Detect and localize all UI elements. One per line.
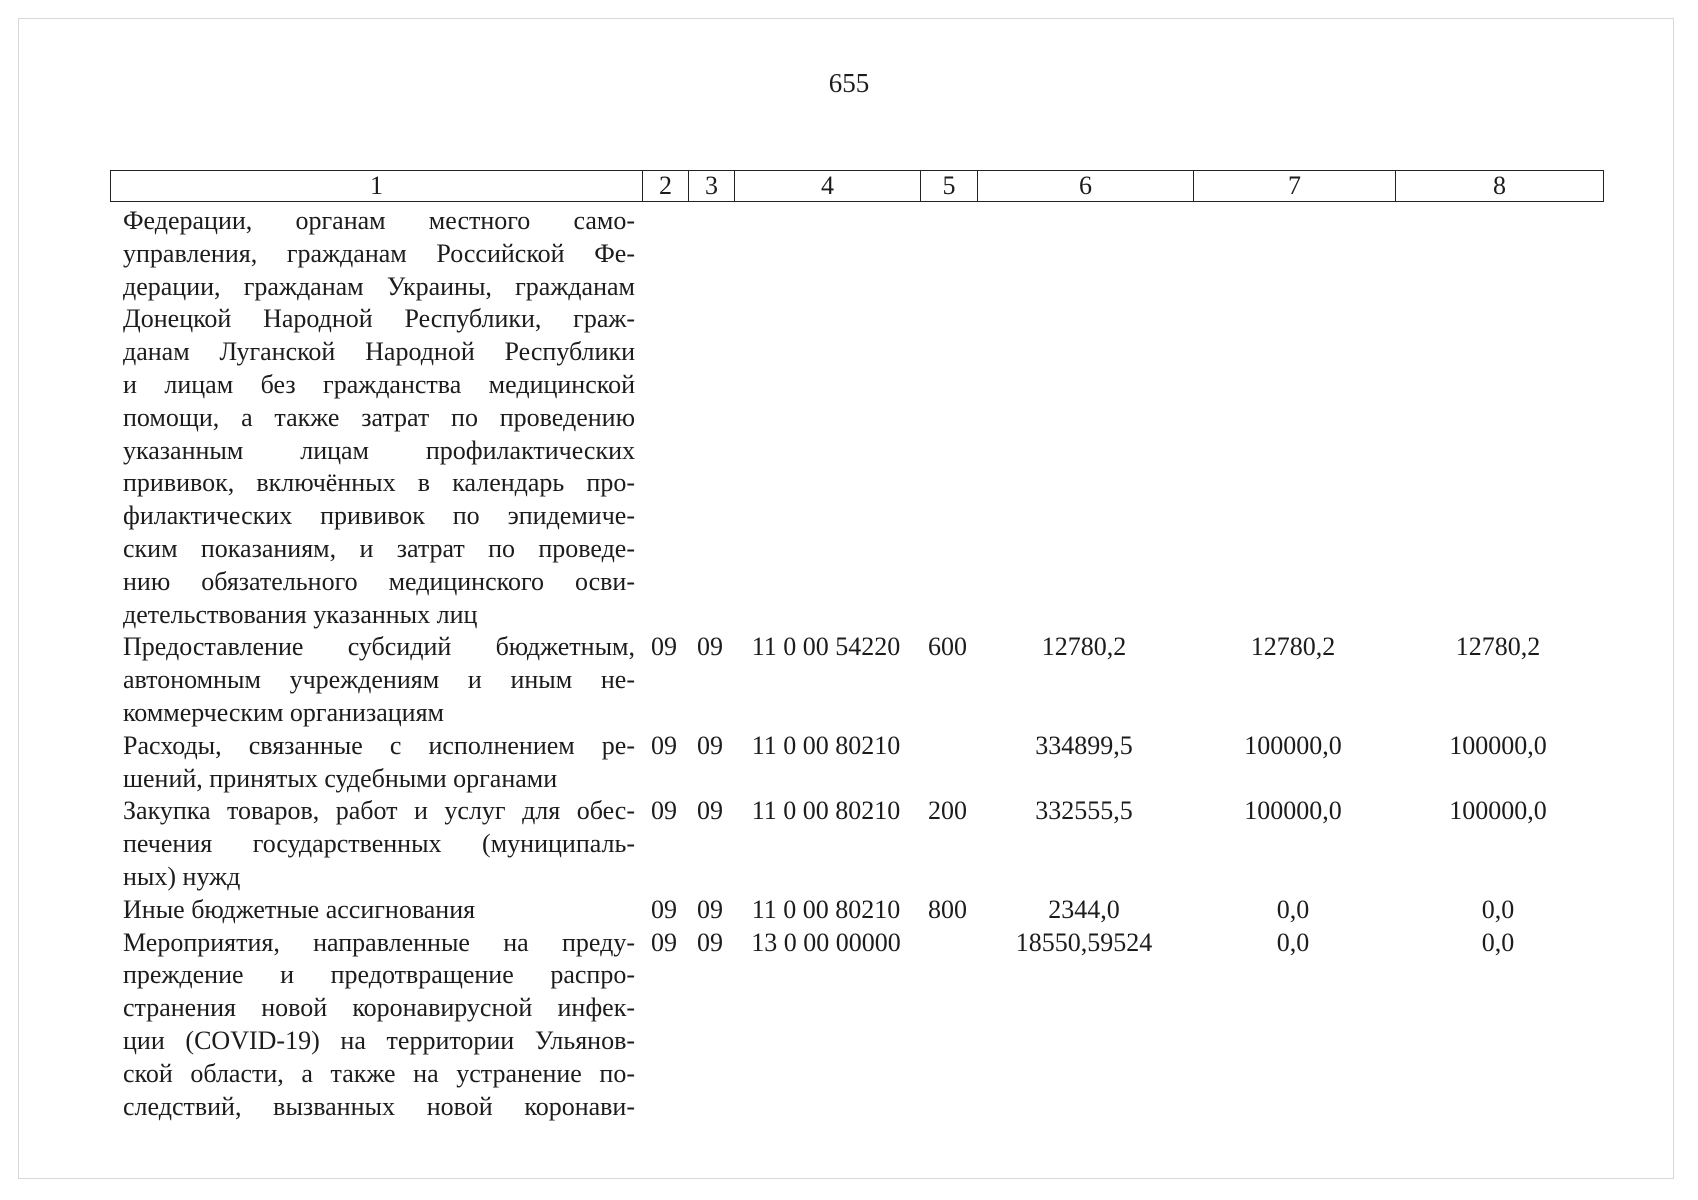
description-line: коммерческим организациям bbox=[123, 697, 445, 727]
page-number: 655 bbox=[828, 68, 870, 98]
section-code: 09 bbox=[651, 632, 677, 662]
amount-column-6 bbox=[976, 205, 1192, 631]
expense-type-code bbox=[919, 927, 976, 1124]
description-line: ных) нужд bbox=[123, 861, 241, 891]
expense-type-code: 200 bbox=[928, 796, 967, 826]
amount-column-7 bbox=[1192, 205, 1394, 631]
amount-column-6: 18550,59524 bbox=[1015, 927, 1153, 957]
amount-column-6: 2344,0 bbox=[1048, 894, 1120, 924]
row-description bbox=[110, 894, 641, 927]
description-line: данам Луганской Народной Республики bbox=[123, 337, 635, 367]
description-line: Мероприятия, направленные на преду- bbox=[123, 927, 635, 957]
column-header-8: 8 bbox=[1395, 171, 1603, 201]
amount-column-6: 334899,5 bbox=[1035, 730, 1133, 760]
amount-column-8: 12780,2 bbox=[1455, 632, 1541, 662]
description-line: помощи, а также затрат по проведению bbox=[123, 402, 635, 432]
scan-border-right bbox=[1673, 18, 1674, 1178]
section-code: 09 bbox=[651, 894, 677, 924]
table-row bbox=[110, 631, 1602, 729]
section-code: 09 bbox=[651, 796, 677, 826]
amount-column-7: 100000,0 bbox=[1244, 796, 1342, 826]
expense-type-code bbox=[919, 730, 976, 796]
description-line: Предоставление субсидий бюджетным, bbox=[123, 632, 635, 662]
description-line: печения государственных (муниципаль- bbox=[123, 829, 635, 859]
column-header-4: 4 bbox=[734, 171, 920, 201]
description-line: автономным учреждениям и иным не- bbox=[123, 665, 635, 695]
description-line: Федерации, органам местного само- bbox=[123, 206, 635, 235]
description-line: ским показаниям, и затрат по проведе- bbox=[123, 533, 635, 563]
description-line: филактических прививок по эпидемиче- bbox=[123, 501, 635, 531]
target-article-code: 11 0 00 80210 bbox=[751, 730, 901, 760]
expense-type-code: 600 bbox=[928, 632, 967, 662]
target-article-code: 11 0 00 80210 bbox=[751, 796, 901, 826]
table-row bbox=[110, 894, 1602, 927]
amount-column-6: 332555,5 bbox=[1035, 796, 1133, 826]
target-article-code: 13 0 00 00000 bbox=[751, 927, 901, 957]
target-article-code bbox=[733, 205, 919, 631]
description-line: Донецкой Народной Республики, граж- bbox=[123, 304, 635, 334]
description-line: нию обязательного медицинского осви- bbox=[123, 566, 635, 596]
table-row bbox=[110, 205, 1602, 631]
table-header-row bbox=[110, 170, 1604, 202]
amount-column-8: 100000,0 bbox=[1449, 796, 1547, 826]
subsection-code: 09 bbox=[697, 894, 723, 924]
description-line: детельствования указанных лиц bbox=[123, 599, 478, 629]
description-line: следствий, вызванных новой коронави- bbox=[123, 1091, 635, 1121]
column-header-3: 3 bbox=[688, 171, 734, 201]
description-line: шений, принятых судебными органами bbox=[123, 763, 558, 793]
row-description bbox=[110, 795, 641, 893]
section-code: 09 bbox=[651, 730, 677, 760]
description-line: преждение и предотвращение распро- bbox=[123, 960, 635, 990]
amount-column-8: 0,0 bbox=[1481, 927, 1515, 957]
amount-column-8: 0,0 bbox=[1481, 894, 1515, 924]
scan-border-left bbox=[18, 18, 19, 1178]
table-row bbox=[110, 927, 1602, 1124]
description-line: прививок, включённых в календарь про- bbox=[123, 468, 635, 498]
description-line: Закупка товаров, работ и услуг для обес- bbox=[123, 796, 635, 826]
description-line: странения новой коронавирусной инфек- bbox=[123, 993, 635, 1023]
expense-type-code: 800 bbox=[928, 894, 967, 924]
description-line: Расходы, связанные с исполнением ре- bbox=[123, 730, 635, 760]
description-line: ской области, а также на устранение по- bbox=[123, 1058, 635, 1088]
description-line: Иные бюджетные ассигнования bbox=[123, 894, 476, 924]
amount-column-7: 100000,0 bbox=[1244, 730, 1342, 760]
amount-column-7: 12780,2 bbox=[1250, 632, 1336, 662]
scan-border-top bbox=[18, 18, 1674, 19]
row-description bbox=[110, 927, 641, 1124]
budget-table-body bbox=[110, 205, 1602, 1123]
row-description bbox=[110, 205, 641, 631]
column-header-2: 2 bbox=[642, 171, 688, 201]
column-header-6: 6 bbox=[977, 171, 1193, 201]
amount-column-6: 12780,2 bbox=[1041, 632, 1127, 662]
target-article-code: 11 0 00 54220 bbox=[751, 632, 901, 662]
subsection-code: 09 bbox=[697, 927, 723, 957]
section-code bbox=[641, 205, 687, 631]
description-line: ции (COVID-19) на территории Ульянов- bbox=[123, 1025, 635, 1055]
subsection-code: 09 bbox=[697, 796, 723, 826]
target-article-code: 11 0 00 80210 bbox=[751, 894, 901, 924]
row-description bbox=[110, 730, 641, 796]
row-description bbox=[110, 631, 641, 729]
scan-border-bottom bbox=[18, 1178, 1674, 1179]
amount-column-8 bbox=[1394, 205, 1602, 631]
column-header-7: 7 bbox=[1193, 171, 1395, 201]
table-row bbox=[110, 795, 1602, 893]
subsection-code: 09 bbox=[697, 632, 723, 662]
table-row bbox=[110, 730, 1602, 796]
description-line: дерации, гражданам Украины, гражданам bbox=[123, 271, 635, 301]
amount-column-8: 100000,0 bbox=[1449, 730, 1547, 760]
section-code: 09 bbox=[651, 927, 677, 957]
column-header-5: 5 bbox=[920, 171, 977, 201]
description-line: указанным лицам профилактических bbox=[123, 435, 635, 465]
column-header-1: 1 bbox=[370, 171, 383, 200]
subsection-code: 09 bbox=[697, 730, 723, 760]
expense-type-code bbox=[919, 205, 976, 631]
amount-column-7: 0,0 bbox=[1276, 894, 1310, 924]
description-line: управления, гражданам Российской Фе- bbox=[123, 238, 635, 268]
amount-column-7: 0,0 bbox=[1276, 927, 1310, 957]
subsection-code bbox=[687, 205, 733, 631]
description-line: и лицам без гражданства медицинской bbox=[123, 369, 635, 399]
